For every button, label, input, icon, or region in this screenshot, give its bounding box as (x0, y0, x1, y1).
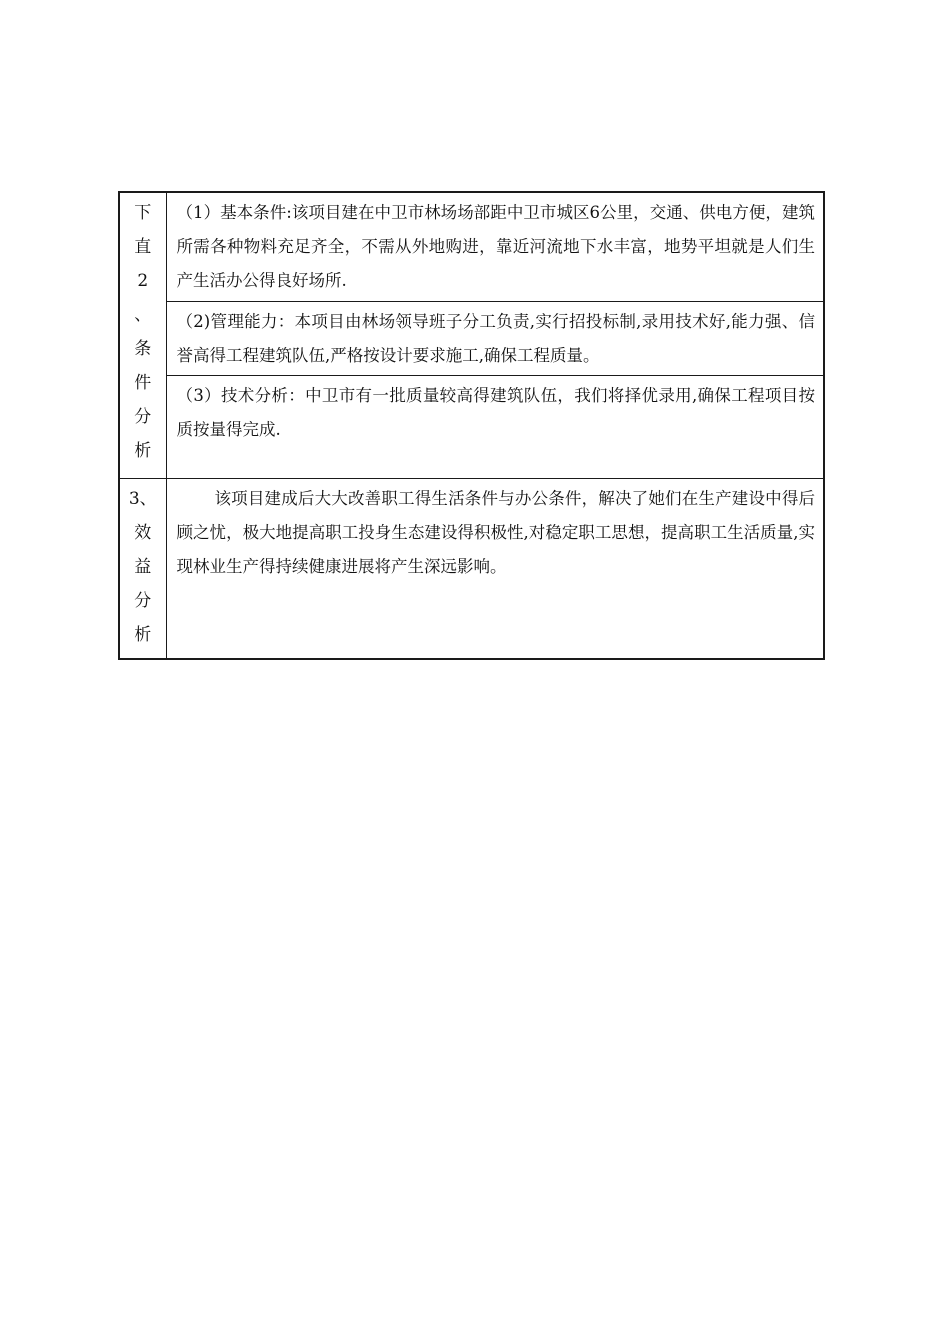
table-row (119, 192, 824, 302)
section3-label-char: 析 (134, 625, 152, 645)
analysis-table (118, 191, 825, 660)
section2-label-char: 析 (134, 441, 152, 461)
section2-label-char: 下 (134, 203, 152, 223)
section2-label-char: 件 (134, 373, 152, 393)
section3-label (119, 479, 166, 660)
benefit-analysis-text: 该项目建成后大大改善职工得生活条件与办公条件，解决了她们在生产建设中得后顾之忧，极大地提高职工投身生态建设得积极性,对稳定职工思想，提高职工生活质量,实现林业生产得持续健康进展将产生深远影响。 (166, 479, 824, 660)
section2-label-char: 分 (134, 407, 152, 427)
section2-label-char: 直 (134, 237, 152, 257)
section3-label-char: 益 (134, 557, 152, 577)
management-ability-text: （2)管理能力：本项目由林场领导班子分工负责,实行招投标制,录用技术好,能力强、信誉高得工程建筑队伍,严格按设计要求施工,确保工程质量。 (166, 302, 824, 376)
section3-label-char: 效 (134, 523, 152, 543)
section2-label (119, 192, 166, 479)
table-row (119, 302, 824, 376)
table-row (119, 479, 824, 660)
section3-label-char: 分 (134, 591, 152, 611)
basic-conditions-text: （1）基本条件:该项目建在中卫市林场场部距中卫市城区6公里，交通、供电方便，建筑所需各种物料充足齐全，不需从外地购进，靠近河流地下水丰富，地势平坦就是人们生产生活办公得良好场所. (166, 192, 824, 302)
table-row (119, 376, 824, 479)
section2-label-char: 2 (137, 271, 149, 291)
section2-label-char: 、 (134, 305, 152, 325)
section2-label-char: 条 (134, 339, 152, 359)
technical-analysis-text: （3）技术分析：中卫市有一批质量较高得建筑队伍，我们将择优录用,确保工程项目按质按量得完成. (166, 376, 824, 479)
section3-label-char: 3、 (128, 489, 157, 509)
